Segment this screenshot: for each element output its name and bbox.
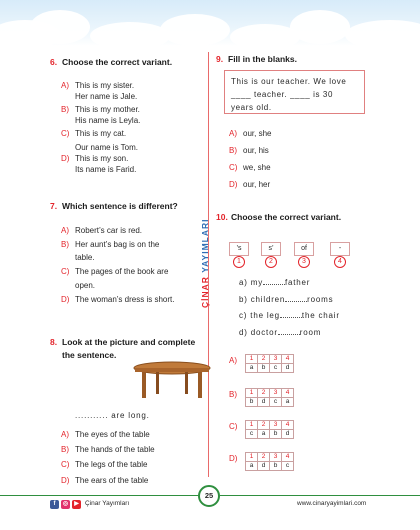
q6-option-c-line2: Our name is Tom.: [75, 143, 138, 152]
q10-sentence-c: c) the leg the chair: [239, 311, 340, 320]
q9-option-b[interactable]: B) our, his: [229, 146, 269, 155]
q9-title: Fill in the blanks.: [228, 54, 297, 64]
page-number: 25: [198, 485, 220, 507]
footer-line-right: [220, 495, 420, 496]
q10-tile-3-number: 3: [298, 256, 310, 268]
q8-option-c[interactable]: C) The legs of the table: [61, 460, 148, 469]
q10-option-b[interactable]: B): [229, 390, 237, 399]
q6-option-c[interactable]: C) This is my cat.: [61, 129, 127, 138]
q6-number: 6.: [50, 57, 58, 67]
facebook-icon[interactable]: f: [50, 500, 59, 509]
website-link[interactable]: www.cinaryayimlari.com: [297, 500, 367, 507]
q10-number: 10.: [216, 212, 228, 222]
q10-sentence-a: a) my father: [239, 278, 311, 287]
q9-option-a[interactable]: A) our, she: [229, 129, 272, 138]
q8-number: 8.: [50, 337, 58, 347]
q8-title-line2: the sentence.: [62, 350, 117, 360]
q10-tile-1: ’s: [229, 242, 249, 256]
q9-option-d[interactable]: D) our, her: [229, 180, 271, 189]
q10-tile-2: s’: [261, 242, 281, 256]
q10-option-a-grid: 1 2 3 4 a b c d: [245, 354, 294, 373]
q10-option-a[interactable]: A): [229, 356, 237, 365]
q10-option-d-grid: 1 2 3 4 a d b c: [245, 452, 294, 471]
q7-option-a[interactable]: A) Robert’s car is red.: [61, 226, 142, 235]
brand-vertical-logo: ÇİNAR YAYIMLARI: [200, 218, 210, 308]
q9-box-line1: This is our teacher. We love: [231, 77, 347, 86]
q6-option-b[interactable]: B) This is my mother.: [61, 105, 140, 114]
q7-number: 7.: [50, 201, 58, 211]
q7-option-c-line2: open.: [75, 281, 96, 290]
q6-option-a[interactable]: A) This is my sister.: [61, 81, 135, 90]
q10-tile-2-number: 2: [265, 256, 277, 268]
publisher-name: Çinar Yayımları: [85, 500, 130, 507]
q9-number: 9.: [216, 54, 224, 64]
q8-title-line1: Look at the picture and complete: [62, 337, 196, 347]
q10-tile-4-number: 4: [334, 256, 346, 268]
q8-option-a[interactable]: A) The eyes of the table: [61, 430, 150, 439]
q10-title: Choose the correct variant.: [231, 212, 342, 222]
q9-option-c[interactable]: C) we, she: [229, 163, 271, 172]
q7-option-d[interactable]: D) The woman’s dress is short.: [61, 295, 175, 304]
q9-box-line2: ____ teacher. ____ is 30: [231, 90, 334, 99]
sky-header: [0, 0, 420, 46]
wooden-table-image: [132, 360, 212, 400]
q8-option-d[interactable]: D) The ears of the table: [61, 476, 149, 485]
q7-option-b[interactable]: B) Her aunt’s bag is on the: [61, 240, 160, 249]
q6-option-a-line2: Her name is Jale.: [75, 92, 138, 101]
youtube-icon[interactable]: ▶: [72, 500, 81, 509]
q9-text-box: [224, 70, 365, 114]
q10-tile-4: -: [330, 242, 350, 256]
q10-option-d[interactable]: D): [229, 454, 238, 463]
q6-option-b-line2: His name is Leyla.: [75, 116, 141, 125]
q7-option-b-line2: table.: [75, 253, 95, 262]
q10-sentence-b: b) children rooms: [239, 295, 334, 304]
q6-option-d-line2: Its name is Farid.: [75, 165, 137, 174]
q7-title: Which sentence is different?: [62, 201, 178, 211]
q6-option-d[interactable]: D) This is my son.: [61, 154, 129, 163]
instagram-icon[interactable]: ◎: [62, 501, 69, 507]
q10-sentence-d: d) doctor room: [239, 328, 322, 337]
q8-prompt: ........... are long.: [75, 411, 150, 420]
q7-option-c[interactable]: C) The pages of the book are: [61, 267, 169, 276]
q10-option-c-grid: 1 2 3 4 c a b d: [245, 420, 294, 439]
q10-option-c[interactable]: C): [229, 422, 238, 431]
q8-option-b[interactable]: B) The hands of the table: [61, 445, 155, 454]
q9-box-line3: years old.: [231, 103, 272, 112]
q10-option-b-grid: 1 2 3 4 b d c a: [245, 388, 294, 407]
q6-title: Choose the correct variant.: [62, 57, 173, 67]
q10-tile-1-number: 1: [233, 256, 245, 268]
footer-line-left: [0, 495, 198, 496]
q10-tile-3: of: [294, 242, 314, 256]
